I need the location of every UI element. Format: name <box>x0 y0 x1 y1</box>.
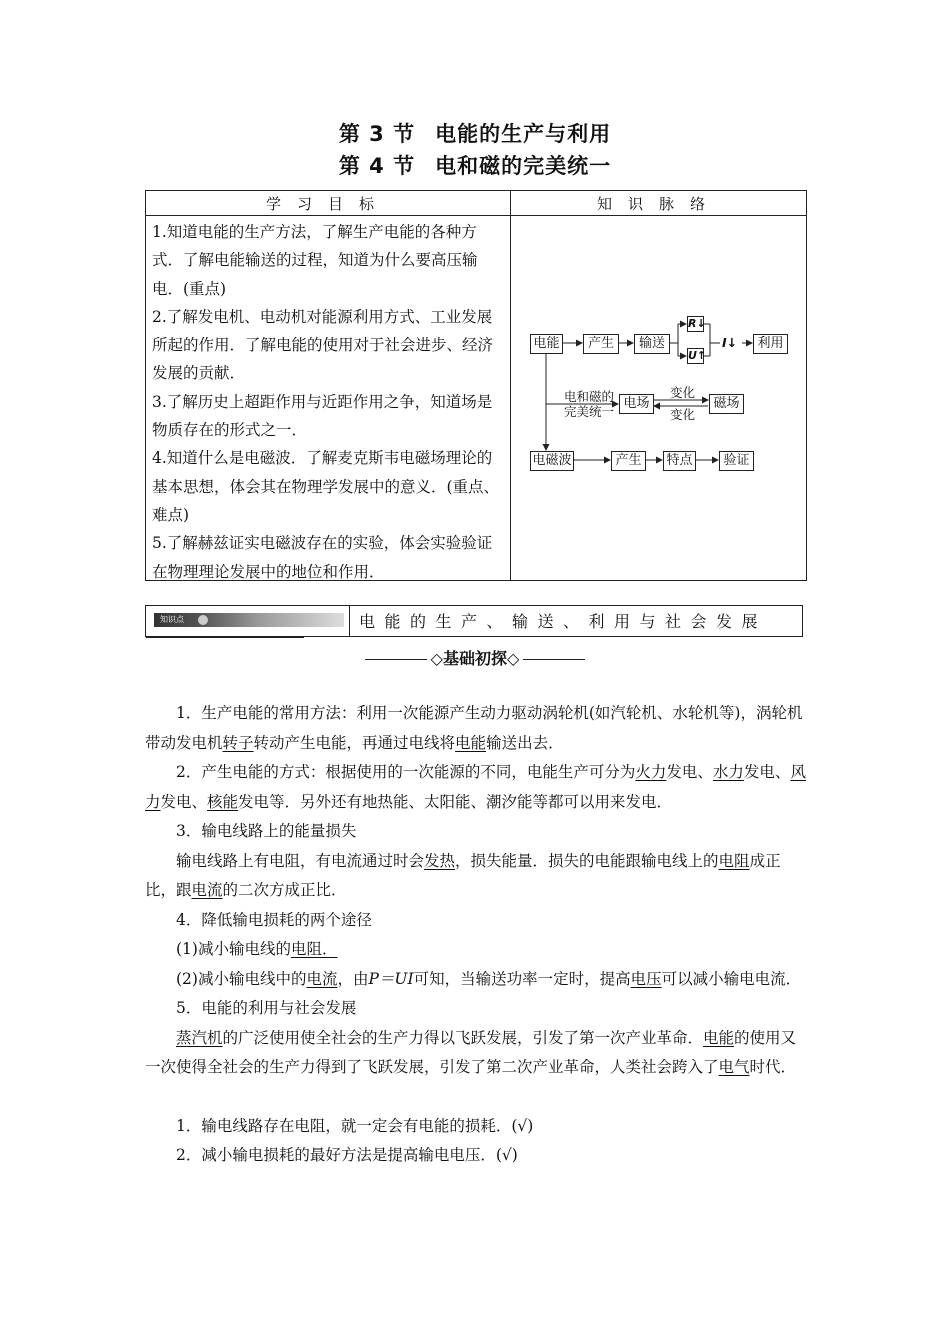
paragraph-1: 1．生产电能的常用方法：利用一次能源产生动力驱动涡轮机(如汽轮机、水轮机等)，涡轮机带动发电机转子转动产生电能，再通过电线将电能输送出去． <box>145 704 803 752</box>
content-body <box>145 699 807 1171</box>
node-produce: 产生 <box>583 334 619 354</box>
judgement-1: 1．输电线路存在电阻，就一定会有电能的损耗．(√) <box>176 1116 534 1135</box>
goal-item: 1.知道电能的生产方法，了解生产电能的各种方式．了解电能输送的过程，知道为什么要高压输电．(重点) <box>152 223 478 298</box>
label-change-bottom: 变化 <box>670 407 696 422</box>
section-header-bar <box>145 605 803 637</box>
node-magnetic-field: 磁场 <box>709 394 744 414</box>
knowledge-point-tag: 知识点 <box>154 613 344 627</box>
goal-item: 4.知道什么是电磁波．了解麦克斯韦电磁场理论的基本思想，体会其在物理学发展中的意义．(重点、难点) <box>152 449 500 524</box>
node-verify: 验证 <box>719 451 754 471</box>
title-block <box>0 118 950 182</box>
header-knowledge-map: 知识脉络 <box>596 195 721 213</box>
node-electric-field: 电场 <box>619 394 654 414</box>
node-em-wave: 电磁波 <box>530 451 574 471</box>
paragraph-4-2: (2)减小输电线中的电流，由P＝UI可知，当输送功率一定时，提高电压可以减小输电电流． <box>176 969 802 988</box>
paragraph-2: 2．产生电能的方式：根据使用的一次能源的不同，电能生产可分为火力发电、水力发电、风力发电、核能发电等．另外还有地热能、太阳能、潮汐能等都可以用来发电． <box>145 763 806 811</box>
paragraph-5-body: 蒸汽机的广泛使用使全社会的生产力得以飞跃发展，引发了第一次产业革命．电能的使用又一次使得全社会的生产力得到了飞跃发展，引发了第二次产业革命，人类社会跨入了电气时代． <box>145 1028 797 1076</box>
section-title-2: 第 4 节 电和磁的完美统一 <box>338 154 612 178</box>
node-feature: 特点 <box>663 451 696 471</box>
paragraph-4-1: (1)减小输电线的电阻． <box>176 940 338 958</box>
header-learning-goals: 学习目标 <box>265 195 390 213</box>
judgement-2: 2．减小输电损耗的最好方法是提高输电电压．(√) <box>176 1146 518 1164</box>
label-i-down: I↓ <box>722 335 738 350</box>
goal-item: 2.了解发电机、电动机对能源利用方式、工业发展所起的作用．了解电能的使用对于社会进步、经济发展的贡献． <box>152 307 494 383</box>
node-use: 利用 <box>753 334 788 354</box>
node-r-down: R↓ <box>688 317 706 330</box>
section-title: 电能的生产、输送、利用与社会发展 <box>359 612 768 631</box>
paragraph-3: 3．输电线路上的能量损失 <box>176 822 357 840</box>
basic-exploration-heading: ◇基础初探◇ <box>0 646 950 669</box>
goal-item: 3.了解历史上超距作用与近距作用之争，知道场是物质存在的形式之一． <box>152 392 493 440</box>
goal-item: 5.了解赫兹证实电磁波存在的实验，体会实验验证在物理理论发展中的地位和作用． <box>152 534 493 581</box>
paragraph-3-body: 输电线路上有电阻，有电流通过时会发热，损失能量．损失的电能跟输电线上的电阻成正比，跟电流的二次方成正比． <box>145 851 781 899</box>
node-transmit: 输送 <box>634 334 670 354</box>
knowledge-diagram <box>510 300 806 490</box>
label-change-top: 变化 <box>670 385 696 400</box>
section-title-1: 第 3 节 电能的生产与利用 <box>338 122 612 146</box>
goals-list <box>152 218 502 586</box>
paragraph-5: 5．电能的利用与社会发展 <box>176 999 357 1017</box>
node-electric-energy: 电能 <box>530 334 563 354</box>
node-produce-2: 产生 <box>611 451 646 471</box>
label-unity: 电和磁的完美统一 <box>563 389 614 419</box>
node-u-up: U↑ <box>688 349 707 362</box>
paragraph-4: 4．降低输电损耗的两个途径 <box>176 910 372 929</box>
